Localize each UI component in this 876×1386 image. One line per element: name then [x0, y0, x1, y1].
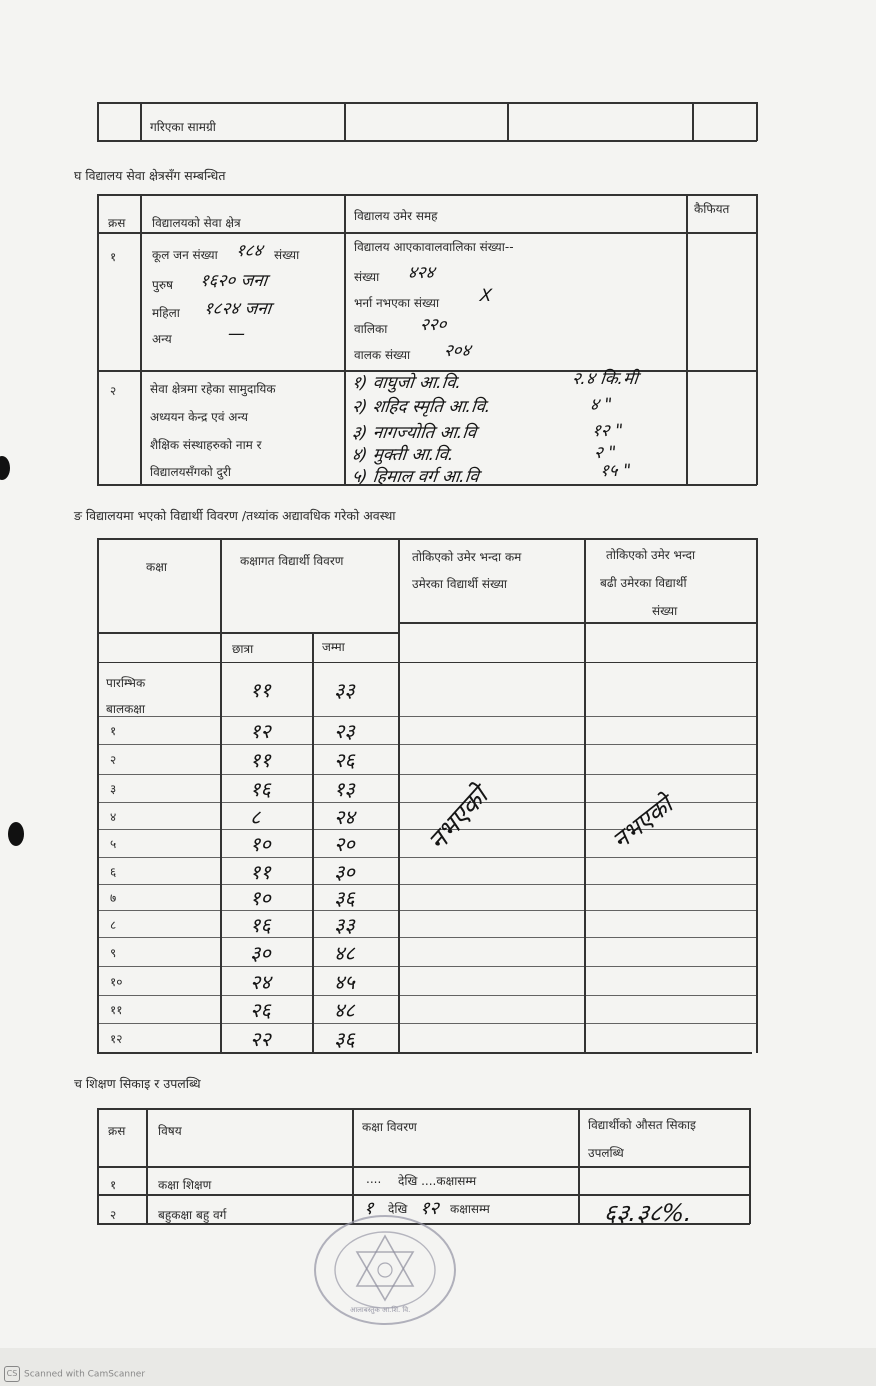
class-label: ७: [110, 891, 117, 905]
not-enrolled-label: भर्ना नभएका संख्या: [354, 296, 440, 310]
total-count: ३३: [334, 678, 355, 702]
nearby-school-distance: १२ ": [590, 421, 624, 441]
total-count: ४८: [334, 941, 355, 965]
class-label: ८: [110, 918, 117, 932]
institutions-desc-line: शैक्षिक संस्थाहरुको नाम र: [150, 438, 262, 452]
over-age-note: नभएको: [606, 790, 678, 855]
nearby-school-distance: १५ ": [598, 461, 632, 481]
total-count: ३०: [334, 860, 355, 884]
girls-count: १०: [250, 832, 271, 856]
header-achievement: उपलब्धि: [588, 1146, 624, 1160]
total-population-label: कूल जन संख्या: [152, 248, 218, 262]
top-table-row-label: गरिएका सामग्री: [150, 120, 216, 134]
institutions-desc-line: अध्ययन केन्द्र एवं अन्य: [150, 410, 248, 424]
girls-value: २२०: [418, 315, 448, 335]
girls-count: ११: [250, 678, 271, 702]
total-count: १३: [334, 777, 355, 801]
class-label: १२: [110, 1032, 123, 1046]
children-label: विद्यालय आएकावालवालिका संख्या--: [354, 240, 514, 254]
male-value: १६२० जना: [198, 271, 269, 291]
female-value: १८२४ जना: [202, 299, 273, 319]
header-remarks: कैफियत: [694, 202, 730, 216]
scanner-label: Scanned with CamScanner: [24, 1369, 146, 1380]
girls-count: १६: [250, 777, 271, 801]
total-count: २३: [334, 719, 355, 743]
subject-name: बहुकक्षा बहु वर्ग: [158, 1208, 227, 1222]
boys-label: वालक संख्या: [354, 348, 411, 362]
total-count: २४: [334, 805, 355, 829]
total-population-value: १८४: [234, 241, 264, 261]
girls-count: ११: [250, 860, 271, 884]
total-count: ४५: [334, 970, 355, 994]
nearby-school-distance: ४ ": [588, 395, 613, 415]
class-label: ३: [110, 782, 117, 796]
nearby-school-name: ३) नागज्योति आ.वि: [350, 423, 478, 443]
header-subject: विषय: [158, 1124, 182, 1138]
header-num: क्रस: [108, 1124, 126, 1138]
total-count: २०: [334, 832, 355, 856]
class-range-suffix: देखि ....कक्षासम्म: [398, 1174, 477, 1188]
girls-count: ८: [250, 805, 261, 829]
female-label: महिला: [152, 306, 180, 320]
nearby-school-distance: २.४ कि.मी: [570, 369, 639, 389]
girls-count: २४: [250, 970, 271, 994]
total-count: ३६: [334, 886, 355, 910]
nearby-school-name: १) वाघुजो आ.वि.: [350, 373, 463, 393]
header-achievement: विद्यार्थीको औसत सिकाइ: [588, 1118, 696, 1132]
girls-count: ११: [250, 748, 271, 772]
girls-count: १०: [250, 886, 271, 910]
class-label: पारम्भिक बालकक्षा: [106, 676, 146, 716]
section-gha-heading: घ विद्यालय सेवा क्षेत्रसँग सम्बन्धित: [74, 168, 226, 183]
class-label: १: [110, 724, 117, 738]
boys-value: २०४: [442, 341, 472, 361]
nearby-school-distance: २ ": [592, 443, 617, 463]
total-count: ३३: [334, 913, 355, 937]
class-label: ४: [110, 810, 117, 824]
row-num: २: [110, 1208, 117, 1222]
camscanner-logo: CS: [4, 1366, 20, 1382]
not-enrolled-value: X: [478, 286, 493, 306]
nearby-school-name: ५) हिमाल वर्ग आ.वि: [350, 467, 480, 487]
header-age-group: विद्यालय उमेर समह: [354, 209, 438, 223]
header-over-age: तोकिएको उमेर भन्दा: [606, 548, 696, 562]
header-total: जम्मा: [322, 640, 345, 654]
nearby-school-name: ४) मुक्ती आ.वि.: [350, 445, 455, 465]
section-ca-heading: च शिक्षण सिकाइ र उपलब्धि: [74, 1076, 201, 1091]
row-num: १: [110, 1178, 117, 1192]
class-label: ६: [110, 865, 117, 879]
class-label: ९: [110, 946, 117, 960]
header-under-age: तोकिएको उमेर भन्दा कम: [412, 550, 522, 564]
under-age-note: नभएको: [422, 781, 495, 857]
header-service-area: विद्यालयको सेवा क्षेत्र: [152, 216, 241, 230]
other-label: अन्य: [152, 332, 172, 346]
class-label: ५: [110, 837, 117, 851]
total-population-suffix: संख्या: [274, 248, 300, 262]
header-num: क्रस: [108, 216, 126, 230]
punch-hole: [8, 822, 24, 846]
class-label: १०: [110, 975, 123, 989]
count-value: ४२४: [406, 263, 436, 283]
institutions-desc-line: सेवा क्षेत्रमा रहेका सामुदायिक: [150, 382, 276, 396]
section-nga-heading: ङ विद्यालयमा भएको विद्यार्थी विवरण /तथ्यांक अद्यावधिक गरेको अवस्था: [74, 508, 396, 523]
class-range-from: १: [362, 1198, 375, 1219]
header-over-age: बढी उमेरका विद्यार्थी: [600, 576, 687, 590]
class-label: २: [110, 753, 117, 767]
header-class: कक्षा: [146, 560, 167, 574]
total-count: २६: [334, 748, 355, 772]
header-over-age: संख्या: [652, 604, 678, 618]
header-class-detail: कक्षा विवरण: [362, 1120, 417, 1134]
subject-name: कक्षा शिक्षण: [158, 1178, 212, 1192]
class-range-from-suffix: देखि: [388, 1202, 408, 1216]
header-under-age: उमेरका विद्यार्थी संख्या: [412, 577, 508, 591]
girls-count: २२: [250, 1027, 271, 1051]
girls-count: ३०: [250, 941, 271, 965]
male-label: पुरुष: [152, 278, 173, 292]
institutions-desc-line: विद्यालयसँगको दुरी: [150, 465, 231, 479]
class-label: ११: [110, 1003, 123, 1017]
nearby-school-name: २) शहिद स्मृति आ.वि.: [350, 397, 492, 417]
seal-text: आलाबस्तुक आ.शि. वि.: [350, 1306, 411, 1314]
class-range-from: ....: [366, 1172, 382, 1186]
other-value: —: [226, 324, 247, 344]
row-num: १: [110, 250, 117, 264]
average-achievement-value: ६३.३८%.: [602, 1199, 694, 1227]
girls-count: १६: [250, 913, 271, 937]
girls-label: वालिका: [354, 322, 388, 336]
class-range-to-suffix: कक्षासम्म: [450, 1202, 490, 1216]
scanner-watermark: [4, 1366, 145, 1382]
girls-count: १२: [250, 719, 271, 743]
header-classwise-details: कक्षागत विद्यार्थी विवरण: [240, 554, 344, 568]
school-seal-stamp: [312, 1214, 458, 1326]
header-girls: छात्रा: [232, 642, 254, 656]
row-num: २: [110, 384, 117, 398]
girls-count: २६: [250, 998, 271, 1022]
count-label: संख्या: [354, 270, 380, 284]
total-count: ४८: [334, 998, 355, 1022]
total-count: ३६: [334, 1027, 355, 1051]
class-range-to: १२: [418, 1198, 440, 1219]
